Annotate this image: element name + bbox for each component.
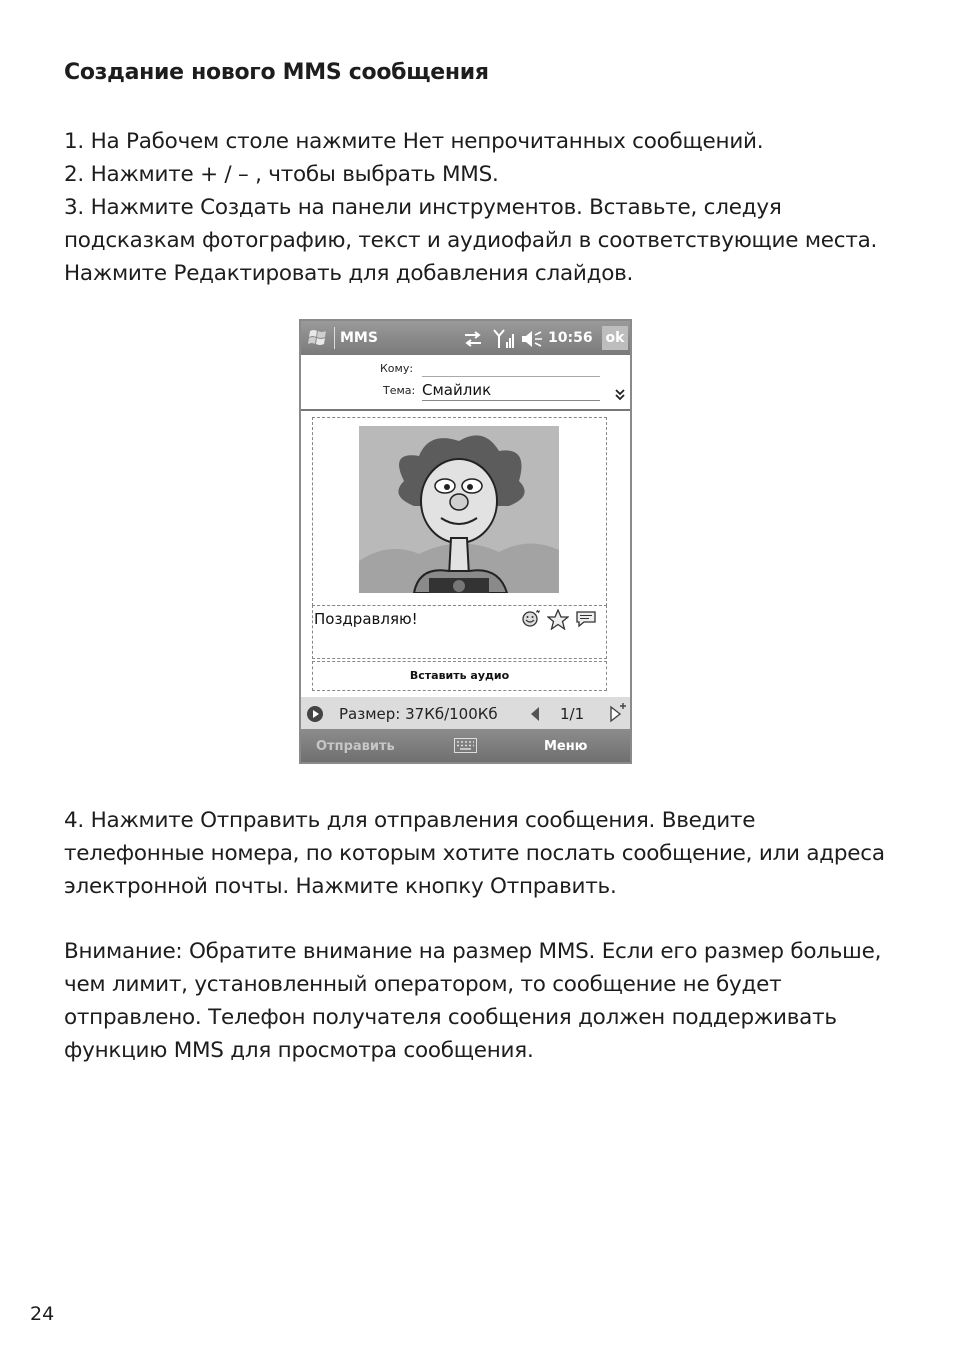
send-softkey[interactable]: Отправить <box>316 739 395 754</box>
text-slot[interactable] <box>312 605 607 659</box>
softkey-bar <box>301 729 630 764</box>
to-label: Кому: <box>380 362 414 375</box>
next-slide-icon[interactable] <box>608 702 628 724</box>
to-field[interactable] <box>422 362 600 377</box>
volume-icon[interactable] <box>521 330 543 348</box>
page-heading: Создание нового MMS сообщения <box>64 60 489 85</box>
play-icon[interactable] <box>306 705 324 723</box>
sync-icon[interactable] <box>463 330 483 348</box>
subject-field[interactable]: Смайлик <box>422 381 600 401</box>
cartoon-picture <box>359 426 559 593</box>
audio-slot[interactable] <box>312 661 607 691</box>
size-label: Размер: 37Кб/100Кб <box>339 705 498 723</box>
phone-screenshot <box>299 319 632 764</box>
signal-icon[interactable] <box>493 328 517 350</box>
message-header <box>301 355 630 411</box>
clock: 10:56 <box>548 330 593 346</box>
star-icon[interactable] <box>547 609 569 630</box>
ok-button[interactable]: ok <box>602 326 628 350</box>
insert-audio-label[interactable]: Вставить аудио <box>409 669 510 682</box>
page-indicator: 1/1 <box>560 705 585 723</box>
windows-start-icon[interactable] <box>307 327 329 349</box>
prev-slide-icon[interactable] <box>529 705 541 723</box>
page-number: 24 <box>30 1303 55 1325</box>
cartoon-face-icon <box>359 426 559 593</box>
warning-note <box>64 935 894 1067</box>
comment-icon[interactable] <box>575 610 597 628</box>
subject-label: Тема: <box>383 384 416 397</box>
app-title: MMS <box>340 330 378 346</box>
picture-slot[interactable] <box>312 417 607 606</box>
message-text[interactable]: Поздравляю! <box>314 610 418 628</box>
title-separator <box>334 327 335 349</box>
info-bar <box>301 697 630 729</box>
note-text: Внимание: Обратите внимание на размер MMS. Если его размер больше, чем лимит, установленный оператором, то сообщение не будет отправлено. Телефон получателя сообщения должен поддерживать функцию MMS для просмотра сообщения. <box>64 939 882 1063</box>
step-2: 2. Нажмите + / – , чтобы выбрать MMS. <box>64 162 499 187</box>
step-4-text: 4. Нажмите Отправить для отправления сообщения. Введите телефонные номера, по которым хотите послать сообщение, или адреса электронной почты. Нажмите кнопку Отправить. <box>64 808 885 899</box>
step-3: 3. Нажмите Создать на панели инструментов. Вставьте, следуя подсказкам фотографию, текст и аудиофайл в соответствующие места. Нажмите Редактировать для добавления слайдов. <box>64 195 878 286</box>
instruction-steps <box>64 125 894 290</box>
keyboard-icon[interactable] <box>454 738 477 753</box>
collapse-icon[interactable] <box>614 388 626 402</box>
smiley-icon[interactable] <box>521 609 541 627</box>
title-bar <box>301 321 630 355</box>
menu-softkey[interactable]: Меню <box>544 739 588 754</box>
step-1: 1. На Рабочем столе нажмите Нет непрочитанных сообщений. <box>64 129 764 154</box>
step-4 <box>64 804 894 903</box>
